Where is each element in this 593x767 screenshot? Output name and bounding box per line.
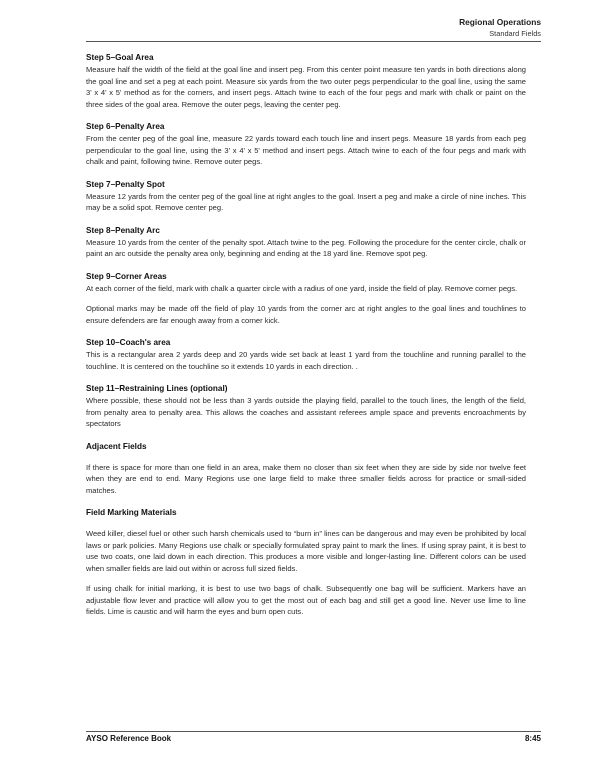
section-field-marking-materials xyxy=(86,507,526,618)
running-header xyxy=(459,17,541,39)
page-number: 8:45 xyxy=(524,734,541,743)
section-heading: Step 11–Restraining Lines (optional) xyxy=(86,384,228,393)
paragraph: Weed killer, diesel fuel or other such harsh chemicals used to “burn in” lines can be dangerous and may even be prohibited by local laws or park policies. Many Regions use chalk or specially formulated spray paint to mark the lines. If using spray paint, it is best to use two coats, one laid down in each direction. This produces a more visible and longer-lasting line. Different colors can be used when smaller fields are laid out within or across full sized fields. xyxy=(86,529,526,573)
header-subtitle: Standard Fields xyxy=(489,29,541,38)
section-step-7 xyxy=(86,179,526,214)
header-rule xyxy=(86,41,541,42)
section-heading: Step 6–Penalty Area xyxy=(86,122,165,131)
section-step-5 xyxy=(86,52,526,110)
section-heading: Field Marking Materials xyxy=(86,508,177,517)
section-step-6 xyxy=(86,121,526,168)
paragraph: From the center peg of the goal line, measure 22 yards toward each touch line and insert pegs. Measure 18 yards from each peg perpendicular to the goal line, using the 3' x 4' x 5' method and insert pegs. Attach twine to each of the four pegs and mark with chalk and paint, following twine. Remove outer pegs. xyxy=(86,134,526,166)
paragraph: Measure 12 yards from the center peg of the goal line at right angles to the goal. Insert a peg and make a circle of nine inches. This may be a solid spot. Remove center peg. xyxy=(86,191,526,212)
paragraph: Measure half the width of the field at the goal line and insert peg. From this center point measure ten yards in both directions along the goal line and set a peg at each point. Measure six yards from the two outer pegs perpendicular to the goal line, using the same 3' x 4' x 5' method as for the corners, and insert pegs. Attach twine to each of the four pegs and mark with chalk or paint on the three sides of the goal area. Remove the outer pegs, leaving the center peg. xyxy=(86,65,526,109)
section-heading: Step 7–Penalty Spot xyxy=(86,179,165,189)
footer-rule xyxy=(86,731,541,732)
section-step-10 xyxy=(86,337,526,372)
paragraph: Where possible, these should not be less than 3 yards outside the playing field, parallel to the touch lines, the length of the field, from penalty area to penalty area. This allows the coaches and assistant referees ample space and prevents encroachments by spectators xyxy=(86,396,526,428)
paragraph: At each corner of the field, mark with chalk a quarter circle with a radius of one yard, inside the field of play. Remove corner pegs. xyxy=(86,283,518,293)
header-title: Regional Operations xyxy=(459,17,541,27)
paragraph: Optional marks may be made off the field of play 10 yards from the corner arc at right angles to the goal lines and touchlines to ensure defenders are far enough away from a corner kick. xyxy=(86,304,526,325)
paragraph: If there is space for more than one field in an area, make them no closer than six feet when they are side by side nor twelve feet when they are end to end. Many Regions use one large field to make three smaller fields across for practice or small-sided matches. xyxy=(86,462,526,495)
section-heading: Step 10–Coach's area xyxy=(86,338,171,347)
section-heading: Step 8–Penalty Arc xyxy=(86,225,160,235)
paragraph: Measure 10 yards from the center of the penalty spot. Attach twine to the peg. Following the procedure for the center circle, chalk or paint an arc outside the penalty area only, beginning and ending at the 18 yard line. Remove spot peg. xyxy=(86,237,526,258)
paragraph: If using chalk for initial marking, it is best to use two bags of chalk. Subsequently one bag will be sufficient. Markers have an adjustable flow lever and practice will allow you to get the most out of each bag and still get a good line. Never use lime to line fields. Lime is caustic and will harm the eyes and burn open cuts. xyxy=(86,584,526,616)
section-step-8 xyxy=(86,225,526,260)
section-heading: Adjacent Fields xyxy=(86,441,147,451)
section-step-9 xyxy=(86,271,526,327)
section-adjacent-fields xyxy=(86,441,526,497)
running-footer xyxy=(86,734,541,743)
paragraph: This is a rectangular area 2 yards deep and 20 yards wide set back at least 1 yard from the touchline and running parallel to the touchline. It is centered on the touchline so it extends 10 yards in each direction. . xyxy=(86,350,526,371)
section-heading: Step 9–Corner Areas xyxy=(86,271,167,281)
footer-book-title: AYSO Reference Book xyxy=(86,734,172,743)
section-heading: Step 5–Goal Area xyxy=(86,53,154,62)
section-step-11 xyxy=(86,383,526,430)
page-body xyxy=(86,52,526,618)
